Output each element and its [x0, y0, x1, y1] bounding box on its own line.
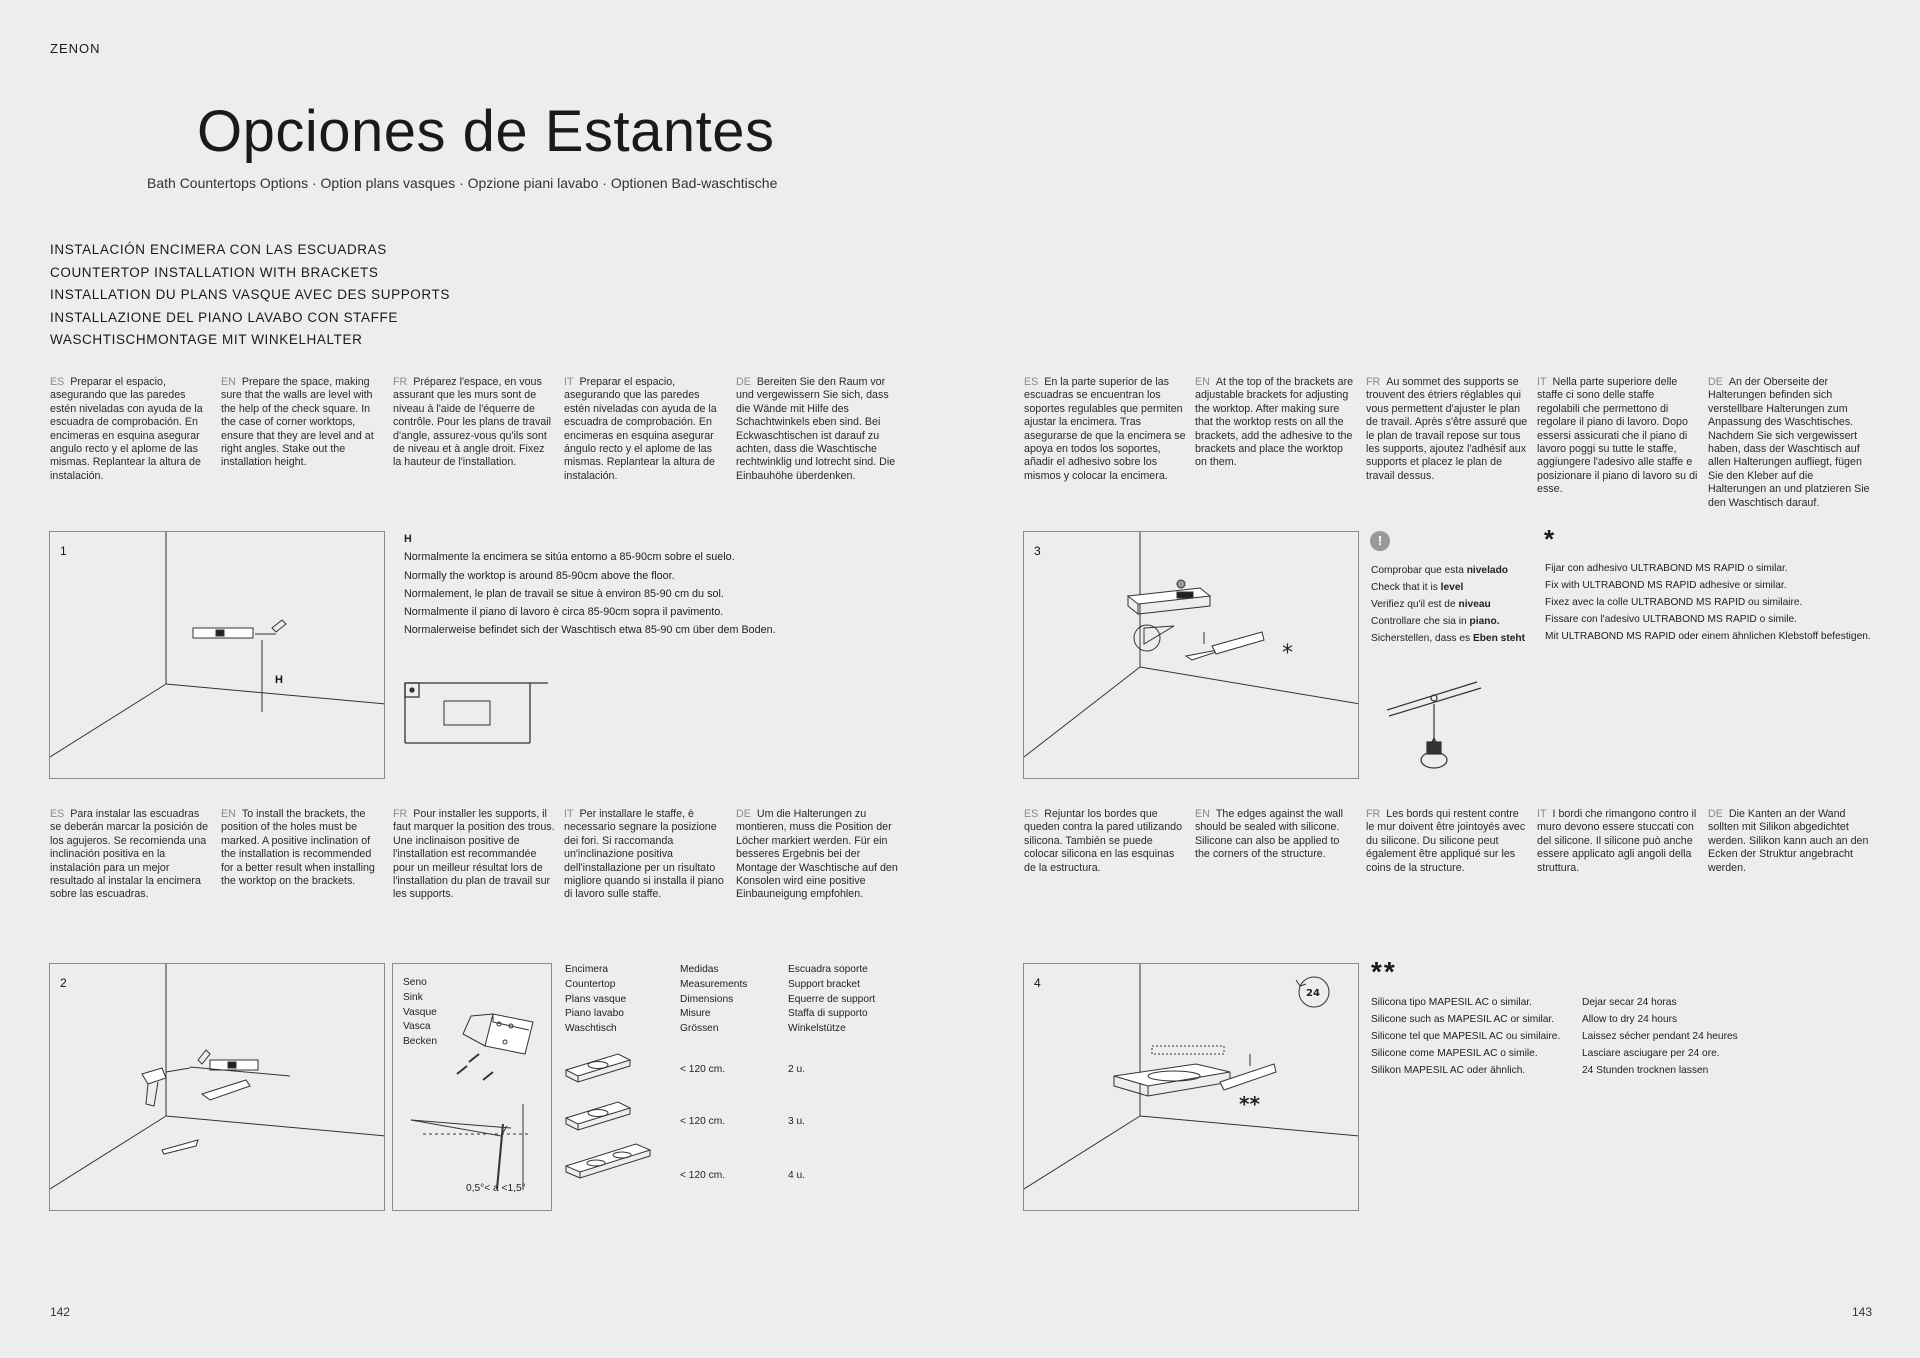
step-number: 1 — [60, 544, 67, 558]
heading-es: INSTALACIÓN ENCIMERA CON LAS ESCUADRAS — [50, 242, 387, 257]
brand-label: ZENON — [50, 41, 101, 56]
sink-label: Vasque — [403, 1006, 437, 1018]
adhesive-note-line: Fissare con l'adesivo ULTRABOND MS RAPID o simile. — [1545, 614, 1797, 625]
lang-code: IT — [1537, 376, 1547, 388]
lang-code: DE — [736, 376, 751, 388]
level-note-emphasis: piano. — [1469, 616, 1500, 627]
paragraph: Rejuntar los bordes que queden contra la pared utilizando silicona. También se puede colocar silicona en las esquinas de la estructura. — [1024, 808, 1183, 874]
text-column — [736, 376, 898, 483]
adhesive-note — [1545, 560, 1871, 645]
header-line: Countertop — [565, 978, 616, 990]
lang-code: DE — [1708, 808, 1723, 820]
step4-illustration — [1023, 963, 1359, 1211]
silicone-note-line: Silicone tel que MAPESIL AC ou similaire. — [1371, 1031, 1561, 1042]
header-line: Support bracket — [788, 978, 860, 990]
sink-labels — [403, 976, 437, 1050]
wide-countertop-icon — [566, 1144, 650, 1178]
lang-code: DE — [736, 808, 751, 820]
page-subtitle: Bath Countertops Options · Option plans vasques · Opzione piani lavabo · Optionen Bad-waschtische — [147, 175, 778, 191]
sink-label: Becken — [403, 1036, 437, 1048]
bracket-detail-illustration — [392, 963, 552, 1211]
table-row — [788, 1063, 805, 1078]
paragraph: To install the brackets, the position of the holes must be marked. A positive inclination of the installation is recommended for a better result when installing the worktop on the brackets. — [221, 808, 375, 888]
heading-fr: INSTALLATION DU PLANS VASQUE AVEC DES SUPPORTS — [50, 287, 450, 302]
drying-note-line: Dejar secar 24 horas — [1582, 997, 1677, 1008]
step-number: 3 — [1034, 544, 1041, 558]
row-brackets: 3 u. — [788, 1116, 805, 1127]
row-measure: < 120 cm. — [680, 1116, 726, 1127]
text-column — [50, 376, 212, 483]
paragraph: Prepare the space, making sure that the walls are level with the help of the check square. In the case of corner worktops, ensure that they are level and at right angles. Stake out the installation height. — [221, 376, 374, 469]
level-note-line — [1371, 579, 1525, 596]
height-note — [404, 530, 776, 640]
lang-code: IT — [564, 376, 574, 388]
text-column — [1366, 808, 1528, 875]
header-line: Equerre de support — [788, 993, 876, 1005]
height-note-line: Normalerweise befindet sich der Waschtisch etwa 85-90 cm über dem Boden. — [404, 624, 776, 637]
header-line: Misure — [680, 1008, 711, 1020]
lang-code: EN — [221, 808, 236, 820]
drying-note-line: Laissez sécher pendant 24 heures — [1582, 1031, 1738, 1042]
countertop-icons — [562, 1050, 657, 1180]
asterisk-symbol: * — [1544, 524, 1555, 554]
height-note-key: H — [404, 533, 412, 545]
header-line: Waschtisch — [565, 1023, 617, 1035]
level-note-line — [1371, 630, 1525, 647]
page-number-right: 143 — [1852, 1305, 1873, 1319]
warning-icon: ! — [1370, 531, 1390, 551]
asterisk-mark: * — [1282, 641, 1293, 666]
height-label: H — [275, 674, 283, 686]
paragraph: The edges against the wall should be sealed with silicone. Silicone can also be applied to the corners of the structure. — [1195, 808, 1344, 861]
step-number: 4 — [1034, 976, 1041, 990]
level-note-line — [1371, 596, 1525, 613]
paragraph: Pour installer les supports, il faut marquer la position des trous. Une inclinaison positive de l'installation est recommandée pour un meilleur résultat lors de l'installation du plan de travail sur les supports. — [393, 808, 555, 901]
double-asterisk-mark: ** — [1239, 1092, 1260, 1116]
level-note-text: Verifiez qu'il est de — [1371, 599, 1459, 610]
sink-label: Seno — [403, 977, 427, 988]
sink-label: Vasca — [403, 1021, 431, 1033]
adhesive-note-line: Fix with ULTRABOND MS RAPID adhesive or similar. — [1545, 580, 1787, 591]
text-column — [1024, 376, 1186, 483]
heading-de: WASCHTISCHMONTAGE MIT WINKELHALTER — [50, 332, 363, 347]
section-headings — [50, 239, 450, 352]
heading-en: COUNTERTOP INSTALLATION WITH BRACKETS — [50, 264, 379, 280]
table-row — [680, 1115, 725, 1130]
step4-drawing — [1024, 964, 1359, 1211]
text-column — [393, 808, 555, 902]
step3-drawing — [1024, 532, 1359, 779]
level-note-line — [1371, 562, 1525, 579]
lang-code: ES — [1024, 808, 1039, 820]
level-note-emphasis: niveau — [1458, 599, 1491, 610]
height-note-line: Normalement, le plan de travail se situe à environ 85-90 cm du sol. — [404, 587, 724, 600]
row-measure: < 120 cm. — [680, 1064, 726, 1075]
lang-code: FR — [393, 808, 408, 820]
table-header-countertop — [565, 963, 626, 1037]
table-row — [680, 1169, 725, 1184]
page-title: Opciones de Estantes — [197, 99, 775, 164]
level-note-emphasis: level — [1440, 582, 1464, 593]
level-note-emphasis: nivelado — [1466, 565, 1509, 576]
single-sink-countertop-icon — [566, 1054, 630, 1082]
level-note-text: Sicherstellen, dass es — [1371, 633, 1473, 644]
lang-code: EN — [1195, 376, 1210, 388]
text-column — [1195, 808, 1357, 862]
text-column — [1708, 808, 1870, 875]
step-number: 2 — [60, 976, 67, 990]
header-line: Plans vasque — [565, 993, 627, 1005]
drying-note — [1582, 994, 1738, 1079]
text-column — [1195, 376, 1357, 470]
level-note-text: Comprobar que esta — [1371, 565, 1467, 576]
sink-label: Sink — [403, 991, 423, 1003]
drying-note-line: Allow to dry 24 hours — [1582, 1014, 1678, 1025]
silicone-note-line: Silicone such as MAPESIL AC or similar. — [1371, 1014, 1555, 1025]
paragraph: At the top of the brackets are adjustable brackets for adjusting the worktop. After making sure that the worktop rests on all the brackets, add the adhesive to the brackets and place the worktop on them. — [1195, 376, 1354, 469]
text-column — [221, 808, 383, 888]
header-line: Staffa di supporto — [788, 1008, 868, 1020]
row-brackets: 4 u. — [788, 1170, 805, 1181]
lang-code: IT — [1537, 808, 1547, 820]
row-measure: < 120 cm. — [680, 1170, 726, 1181]
step1-illustration — [49, 531, 385, 779]
double-sink-countertop-icon — [566, 1102, 630, 1130]
step2-drawing — [50, 964, 385, 1211]
level-note — [1371, 562, 1525, 647]
level-note-text: Controllare che sia in — [1371, 616, 1470, 627]
paragraph: En la parte superior de las escuadras se encuentran los soportes regulables que permiten ajustar la encimera. Tras asegurarse de que la encimera se apoya en todos los soportes, añadir el adhesivo sobre los mismos y colocar la encimera. — [1024, 376, 1186, 482]
header-line: Medidas — [680, 964, 719, 975]
header-line: Piano lavabo — [565, 1008, 624, 1020]
paragraph: Bereiten Sie den Raum vor und vergewissern Sie sich, dass die Wände mit Hilfe des Schachtwinkels eben sind. Bei Eckwaschtischen ist darauf zu achten, dass die Waschtische rechtwinklig und lotrecht sind. Die Einbauhöhe überdenken. — [736, 376, 896, 482]
table-row — [680, 1063, 725, 1078]
text-column — [1708, 376, 1870, 510]
heading-it: INSTALLAZIONE DEL PIANO LAVABO CON STAFFE — [50, 309, 398, 325]
lang-code: FR — [393, 376, 408, 388]
text-column — [221, 376, 383, 470]
header-line: Escuadra soporte — [788, 964, 868, 975]
silicone-note — [1371, 994, 1560, 1079]
level-note-text: Check that it is — [1371, 582, 1441, 593]
adhesive-note-line: Fixez avec la colle ULTRABOND MS RAPID ou similaire. — [1545, 597, 1803, 608]
text-column — [1024, 808, 1186, 875]
paragraph: Preparar el espacio, asegurando que las paredes estén niveladas con ayuda de la escuadra de comprobación. En encimeras en esquina asegurar angulo recto y el aplome de las mismas. Replantear la altura de instalación. — [50, 376, 203, 482]
text-column — [1537, 376, 1699, 497]
header-line: Measurements — [680, 978, 748, 990]
level-note-line — [1371, 613, 1525, 630]
table-header-bracket — [788, 963, 875, 1037]
height-note-line: Normalmente il piano di lavoro è circa 85-90cm sopra il pavimento. — [404, 606, 724, 619]
table-row — [788, 1169, 805, 1184]
text-column — [1366, 376, 1528, 483]
text-column — [564, 376, 726, 483]
header-line: Dimensions — [680, 993, 734, 1005]
lang-code: FR — [1366, 376, 1381, 388]
adhesive-note-line: Fijar con adhesivo ULTRABOND MS RAPID o similar. — [1545, 563, 1788, 574]
paragraph: Para instalar las escuadras se deberán marcar la posición de los agujeros. Se recomienda una inclinación positiva en la instalación para un mejor resultado al instalar la encimera sobre las escuadras. — [50, 808, 209, 901]
lang-code: IT — [564, 808, 574, 820]
adjustable-support-icon — [1385, 680, 1495, 776]
paragraph: Les bords qui restent contre le mur doivent être jointoyés avec du silicone. Du silicone peut également être appliqué sur les coins de la structure. — [1366, 808, 1526, 874]
step3-illustration — [1023, 531, 1359, 779]
paragraph: Preparar el espacio, asegurando que las paredes estén niveladas con ayuda de la escuadra de comprobación. En encimeras en esquina asegurar ángulo recto y el aplome de las mismas. Replantear la altura de instalación. — [564, 376, 717, 482]
lang-code: ES — [50, 808, 65, 820]
drying-note-line: 24 Stunden trocknen lassen — [1582, 1065, 1709, 1076]
paragraph: Per installare le staffe, è necessario segnare la posizione dei fori. Si raccomanda un'inclinazione positiva dell'installazione per un risultato migliore quando si installa il piano di lavoro sulle staffe. — [564, 808, 724, 901]
header-line: Grössen — [680, 1023, 719, 1035]
lang-code: ES — [1024, 376, 1039, 388]
lang-code: EN — [1195, 808, 1210, 820]
silicone-note-line: Silikon MAPESIL AC oder ähnlich. — [1371, 1065, 1526, 1076]
silicone-note-line: Silicona tipo MAPESIL AC o similar. — [1371, 997, 1532, 1008]
text-column — [393, 376, 555, 470]
header-line: Winkelstütze — [788, 1023, 846, 1035]
lang-code: FR — [1366, 808, 1381, 820]
height-note-line: Normally the worktop is around 85-90cm above the floor. — [404, 569, 675, 582]
text-column — [1537, 808, 1699, 875]
page-number-left: 142 — [50, 1305, 71, 1319]
text-column — [736, 808, 898, 902]
step1-drawing — [50, 532, 385, 779]
text-column — [564, 808, 726, 902]
step2-illustration — [49, 963, 385, 1211]
text-column — [50, 808, 212, 902]
table-row — [788, 1115, 805, 1130]
paragraph: Die Kanten an der Wand sollten mit Silikon abgedichtet werden. Silikon kann auch an den Ecken der Struktur angebracht werden. — [1708, 808, 1869, 874]
header-line: Encimera — [565, 964, 609, 975]
double-asterisk-symbol: ** — [1371, 956, 1397, 987]
paragraph: Um die Halterungen zu montieren, muss die Position der Löcher markiert werden. Für ein besseres Ergebnis bei der Montage der Waschtische auf den Konsolen wird eine positive Einbauneigung empfohlen. — [736, 808, 898, 901]
plan-diagram — [400, 678, 550, 748]
drying-note-line: Lasciare asciugare per 24 ore. — [1582, 1048, 1720, 1059]
silicone-note-line: Silicone come MAPESIL AC o simile. — [1371, 1048, 1538, 1059]
table-header-measurements — [680, 963, 747, 1037]
row-brackets: 2 u. — [788, 1064, 805, 1075]
timer-label: 24 — [1306, 988, 1320, 999]
lang-code: ES — [50, 376, 65, 388]
level-note-emphasis: Eben steht — [1472, 633, 1526, 644]
height-note-line: Normalmente la encimera se sitúa entorno a 85-90cm sobre el suelo. — [404, 551, 735, 564]
paragraph: An der Oberseite der Halterungen befinden sich verstellbare Halterungen zum Anpassung des Waschtisches. Nachdem Sie sich vergewissert haben, dass der Waschtisch auf allen Halterungen aufliegt, fügen Sie den Kleber auf die Halterungen an und platzieren Sie den Waschtisch darauf. — [1708, 376, 1870, 509]
paragraph: Nella parte superiore delle staffe ci sono delle staffe regolabili che permettono di regolare il piano di lavoro. Dopo essersi assicurati che il piano di lavoro poggi su tutte le staffe, aggiungere l'adesivo alle staffe e posizionare il piano di lavoro su di esse. — [1537, 376, 1698, 496]
lang-code: DE — [1708, 376, 1723, 388]
paragraph: Préparez l'espace, en vous assurant que les murs sont de niveau à l'aide de l'équerre de contrôle. Pour les plans de travail d'angle, assurez-vous qu'ils sont de niveau et à angle droit. Fixez la hauteur de l'installation. — [393, 376, 552, 469]
paragraph: Au sommet des supports se trouvent des étriers réglables qui vous permettent d'ajuster le plan de travail. Après s'être assuré que le plan de travail repose sur tous les supports, ajoutez l'adhésif aux supports et placez le plan de travail dessus. — [1366, 376, 1528, 482]
angle-label: 0,5°< a <1,5° — [466, 1183, 526, 1194]
paragraph: I bordi che rimangono contro il muro devono essere stuccati con del silicone. Il silicone può anche essere applicato agli angoli della struttura. — [1537, 808, 1697, 874]
adhesive-note-line: Mit ULTRABOND MS RAPID oder einem ähnlichen Klebstoff befestigen. — [1545, 631, 1871, 642]
lang-code: EN — [221, 376, 236, 388]
